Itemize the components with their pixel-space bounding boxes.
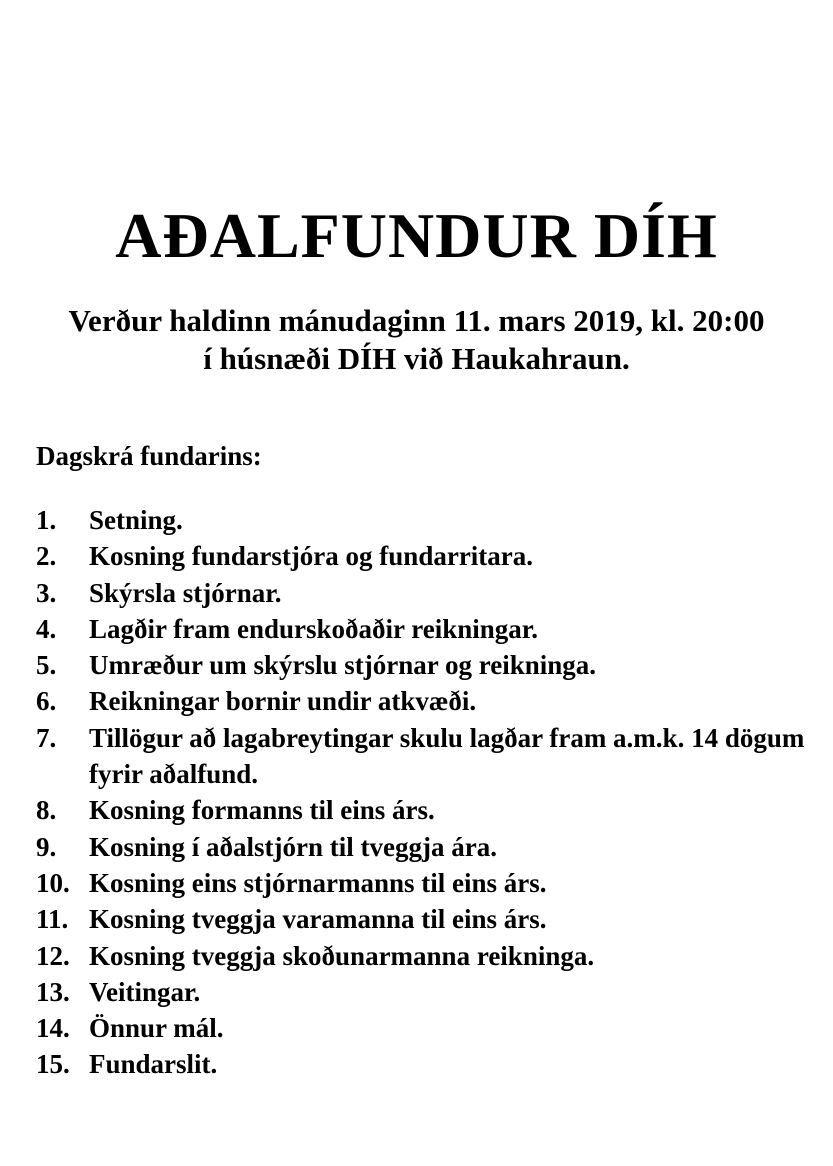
meeting-date-time: Verður haldinn mánudaginn 11. mars 2019, kl. 20:00 — [68, 303, 765, 338]
meeting-details — [0, 302, 833, 378]
agenda-item-number: 4. — [36, 613, 57, 644]
agenda-item-text: Veitingar. — [89, 976, 201, 1007]
agenda-item-number: 10. — [36, 867, 70, 898]
agenda-item-text: Reikningar bornir undir atkvæði. — [89, 686, 477, 717]
agenda-item — [36, 1010, 833, 1046]
agenda-item — [36, 829, 833, 865]
agenda-item-number: 2. — [36, 541, 57, 572]
agenda-item-text: Kosning í aðalstjórn til tveggja ára. — [89, 831, 497, 862]
agenda-item — [36, 683, 833, 719]
agenda-item — [36, 1046, 833, 1082]
agenda-item-number: 11. — [36, 904, 69, 935]
agenda-item-text: Kosning formanns til eins árs. — [89, 795, 435, 826]
agenda-item — [36, 611, 833, 647]
agenda-item — [36, 502, 833, 538]
agenda-item-number: 3. — [36, 577, 57, 608]
agenda-item-text: Tillögur að lagabreytingar skulu lagðar fram a.m.k. 14 dögum fyrir aðalfund. — [89, 722, 805, 790]
agenda-heading: Dagskrá fundarins: — [36, 441, 262, 471]
agenda-item-text: Önnur mál. — [89, 1013, 224, 1044]
agenda-list — [36, 502, 833, 1083]
agenda-item-number: 6. — [36, 686, 57, 717]
agenda-item-number: 5. — [36, 650, 57, 681]
agenda-item — [36, 974, 833, 1010]
agenda-item-number: 8. — [36, 795, 57, 826]
agenda-item-number: 1. — [36, 505, 57, 535]
agenda-item-text: Umræður um skýrslu stjórnar og reikninga. — [89, 650, 597, 681]
agenda-item-text: Lagðir fram endurskoðaðir reikningar. — [89, 613, 539, 644]
agenda-item-number: 9. — [36, 831, 57, 862]
agenda-item-number: 14. — [36, 1013, 70, 1044]
agenda-item-text: Skýrsla stjórnar. — [89, 577, 282, 608]
agenda-item-text: Fundarslit. — [89, 1049, 218, 1080]
agenda-item-text: Kosning tveggja skoðunarmanna reikninga. — [89, 940, 595, 971]
page-title: AÐALFUNDUR DÍH — [115, 200, 718, 271]
agenda-item — [36, 647, 833, 683]
agenda-item-text: Kosning eins stjórnarmanns til eins árs. — [89, 867, 547, 898]
agenda-item — [36, 901, 833, 937]
agenda-item — [36, 792, 833, 828]
agenda-item — [36, 938, 833, 974]
agenda-item-number: 12. — [36, 940, 70, 971]
meeting-location: í húsnæði DÍH við Haukahraun. — [203, 341, 630, 376]
agenda-item-number: 15. — [36, 1049, 70, 1080]
agenda-item — [36, 720, 833, 793]
agenda-item — [36, 575, 833, 611]
agenda-item — [36, 538, 833, 574]
agenda-item-text: Setning. — [89, 505, 183, 535]
agenda-item-text: Kosning tveggja varamanna til eins árs. — [89, 904, 547, 935]
agenda-item-number: 7. — [36, 722, 57, 753]
agenda-item-text: Kosning fundarstjóra og fundarritara. — [89, 541, 534, 572]
agenda-item — [36, 865, 833, 901]
agenda-item-number: 13. — [36, 976, 70, 1007]
